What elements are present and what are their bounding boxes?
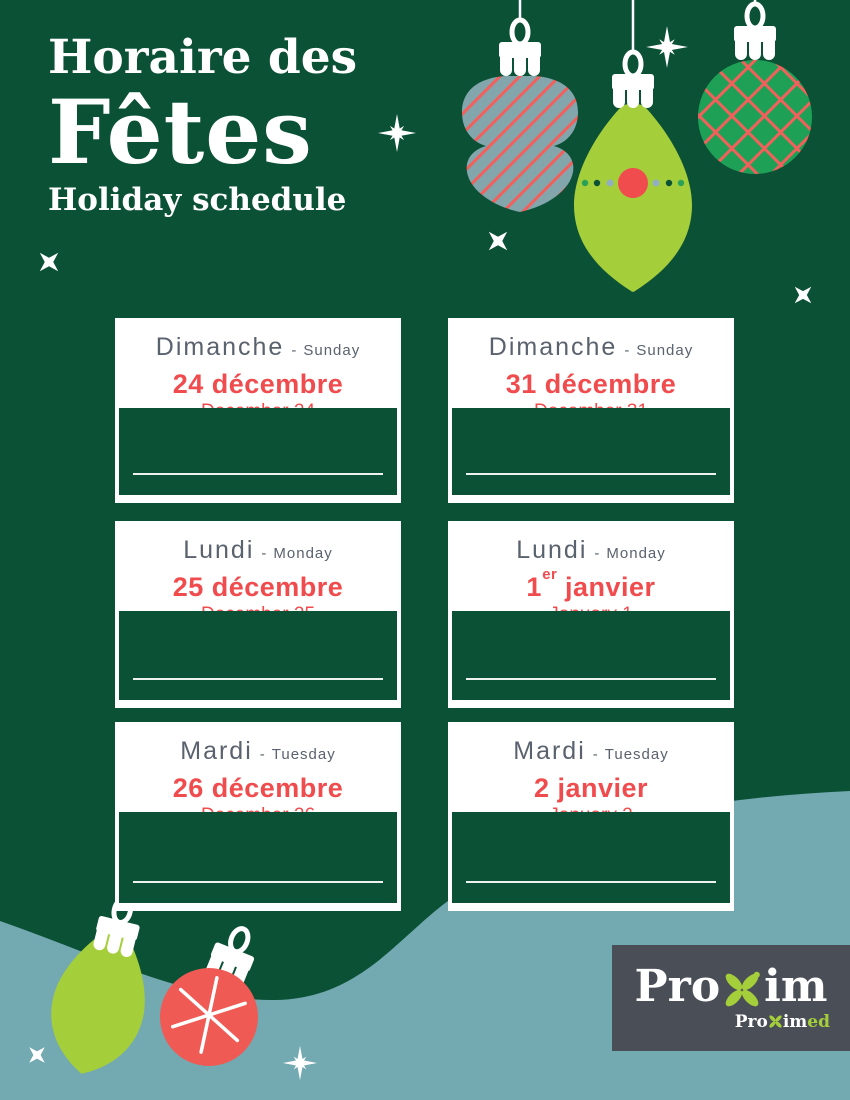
card-tuesday-january-2 [448, 722, 734, 911]
date-french: 25 décembre [172, 572, 344, 602]
schedule-blank-line [133, 473, 383, 475]
date-french: 26 décembre [172, 773, 344, 803]
proximed-wordmark [735, 1012, 830, 1032]
day-line [448, 333, 734, 362]
poster-title [48, 30, 357, 222]
date-french: 24 décembre [172, 369, 344, 399]
snowflake-ball-ornament-icon [160, 921, 263, 1066]
day-name-english: Monday [606, 545, 666, 562]
date-french: 31 décembre [505, 369, 677, 399]
day-line [448, 536, 734, 565]
sub-text-pre: Pro [734, 1012, 768, 1032]
day-line [115, 333, 401, 362]
day-name-english: Sunday [636, 342, 694, 359]
hours-panel [119, 812, 397, 903]
brand-text-pre: Pro [634, 961, 721, 1012]
hours-panel [452, 408, 730, 495]
proxim-wordmark [634, 961, 828, 1012]
day-name-french: Dimanche [155, 333, 285, 361]
title-french-line1: Horaire des [48, 30, 358, 85]
day-separator: - [624, 342, 630, 359]
day-name-english: Tuesday [604, 746, 669, 763]
schedule-blank-line [466, 881, 716, 883]
date-french: 2 janvier [533, 773, 649, 803]
card-sunday-december-24 [115, 318, 401, 503]
day-line [115, 536, 401, 565]
schedule-blank-line [466, 473, 716, 475]
day-name-english: Sunday [303, 342, 361, 359]
sparkle-star-icon [378, 114, 416, 152]
day-name-french: Lundi [516, 536, 588, 564]
card-sunday-december-31 [448, 318, 734, 503]
sub-text-suffix: ed [807, 1012, 830, 1032]
day-name-french: Mardi [513, 737, 586, 765]
striped-finial-ornament-icon [462, 20, 578, 212]
day-line [115, 737, 401, 766]
proxim-logo-box [612, 945, 850, 1051]
day-line [448, 737, 734, 766]
ornament-strings [520, 0, 755, 54]
plaid-ball-ornament-icon [698, 4, 812, 174]
schedule-blank-line [133, 881, 383, 883]
day-name-french: Lundi [183, 536, 255, 564]
sparkle-x-icon [786, 278, 819, 311]
schedule-blank-line [466, 678, 716, 680]
title-french-line2: Fêtes [48, 80, 313, 184]
hours-panel [452, 611, 730, 700]
schedule-blank-line [133, 678, 383, 680]
date-french: 1er janvier [526, 566, 656, 602]
hours-panel [452, 812, 730, 903]
day-separator: - [261, 545, 267, 562]
hours-panel [119, 611, 397, 700]
day-name-french: Mardi [180, 737, 253, 765]
sparkle-x-icon [480, 223, 517, 260]
day-separator: - [259, 746, 265, 763]
sparkle-star-icon [646, 26, 688, 68]
proximed-leaf-x-icon [768, 1014, 783, 1029]
sparkle-x-icon [31, 244, 68, 281]
card-monday-december-25 [115, 521, 401, 708]
brand-text-post: im [764, 961, 828, 1012]
title-english: Holiday schedule [48, 182, 347, 218]
proxim-leaf-x-icon [721, 970, 763, 1010]
day-name-french: Dimanche [488, 333, 618, 361]
hours-panel [119, 408, 397, 495]
day-name-english: Tuesday [271, 746, 336, 763]
day-name-english: Monday [273, 545, 333, 562]
day-separator: - [291, 342, 297, 359]
card-tuesday-december-26 [115, 722, 401, 911]
dotted-drop-ornament-icon [574, 52, 692, 292]
sub-text-mid: im [782, 1012, 808, 1032]
day-separator: - [592, 746, 598, 763]
card-monday-january-1 [448, 521, 734, 708]
day-separator: - [594, 545, 600, 562]
